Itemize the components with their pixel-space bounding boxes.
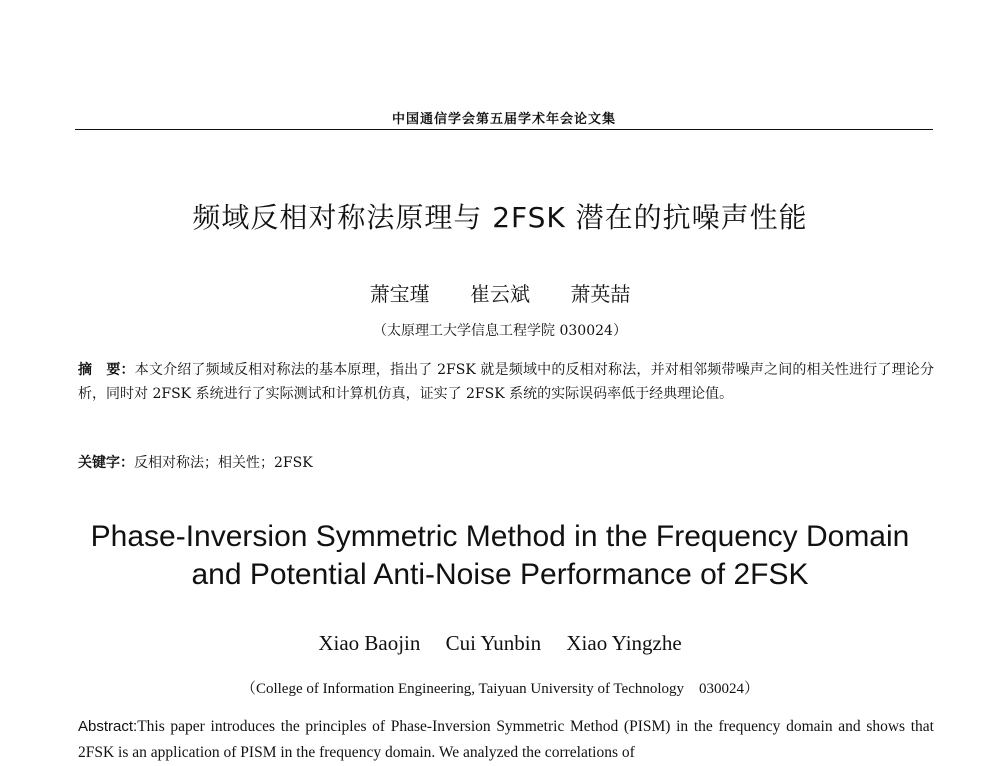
chinese-author-3: 萧英喆: [570, 282, 631, 306]
chinese-keywords-label: 关键字：: [78, 455, 134, 471]
english-author-2: Cui Yunbin: [445, 631, 542, 655]
english-abstract: [78, 714, 934, 766]
chinese-title: 频域反相对称法原理与 2FSK 潜在的抗噪声性能: [192, 201, 808, 234]
chinese-author-1: 萧宝瑾: [369, 282, 430, 306]
header-rule: [75, 129, 933, 130]
english-authors: [0, 631, 1000, 656]
chinese-affiliation: （太原理工大学信息工程学院 030024）: [373, 323, 627, 339]
english-title: [0, 518, 1000, 594]
chinese-keywords: [78, 452, 934, 472]
running-header: 中国通信学会第五届学术年会论文集: [391, 112, 616, 127]
english-title-line-2: and Potential Anti-Noise Performance of 2FSK: [191, 558, 809, 591]
english-abstract-text: This paper introduces the principles of Phase-Inversion Symmetric Method (PISM) in the frequency domain and shows that 2FSK is an application of PISM in the frequency domain. We analyzed the correlations of: [78, 718, 934, 761]
english-author-1: Xiao Baojin: [318, 631, 421, 655]
chinese-abstract-label: 摘 要：: [78, 362, 135, 378]
english-abstract-label: Abstract:: [78, 718, 138, 735]
english-author-3: Xiao Yingzhe: [566, 631, 682, 655]
chinese-author-2: 崔云斌: [470, 282, 530, 306]
chinese-abstract: [78, 358, 934, 406]
chinese-abstract-text: 本文介绍了频域反相对称法的基本原理，指出了 2FSK 就是频域中的反相对称法，并对相邻频带噪声之间的相关性进行了理论分析，同时对 2FSK 系统进行了实际测试和计算机仿真，证实了 2FSK 系统的实际误码率低于经典理论值。: [78, 362, 934, 402]
english-title-line-1: Phase-Inversion Symmetric Method in the Frequency Domain: [90, 520, 910, 553]
chinese-keywords-text: 反相对称法；相关性；2FSK: [134, 455, 313, 471]
english-affiliation: （College of Information Engineering, Taiyuan University of Technology 030024）: [240, 681, 760, 697]
chinese-authors: [0, 278, 1000, 307]
